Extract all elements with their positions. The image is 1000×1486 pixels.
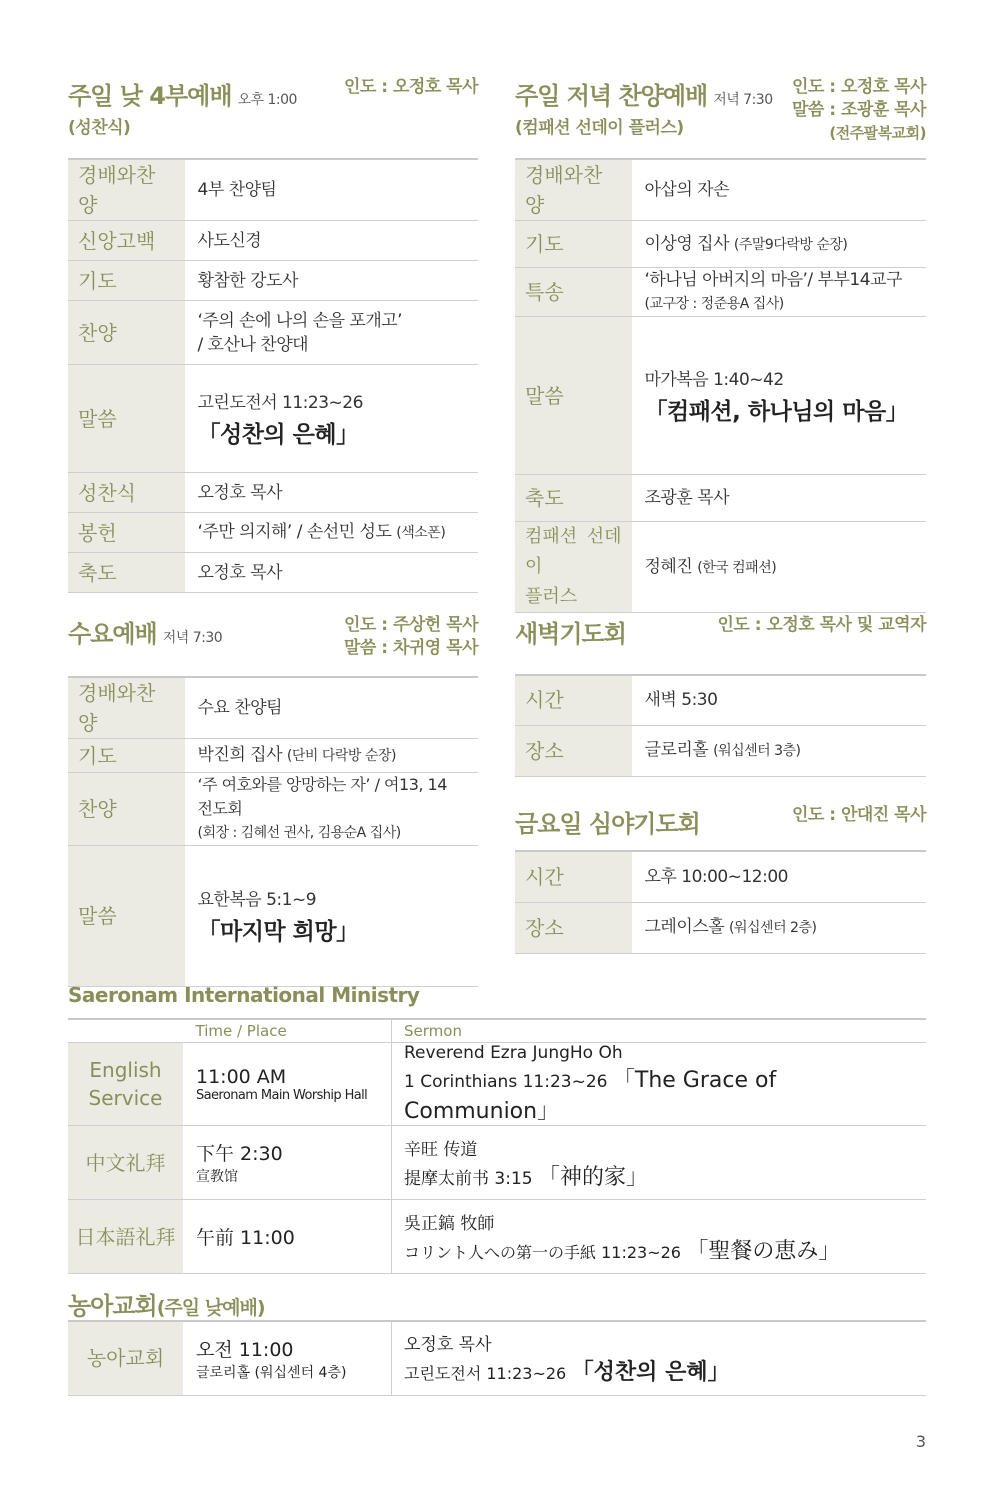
table-row: 시간 오후 10:00~12:00 (515, 851, 926, 902)
table-row: 中文礼拜 下午 2:30 宣教馆 辛旺 传道 提摩太前书 3:15 「神的家」 (68, 1126, 926, 1200)
intl-table (68, 1018, 926, 1274)
table-row: 컴패션 선데이 플러스 정혜진 (한국 컴패션) (515, 522, 926, 613)
sermon-title: 「성찬의 은혜」 (197, 421, 359, 448)
sermon-title: 「마지막 희망」 (197, 919, 359, 945)
evening-leader: 인도 : 오정호 목사 말씀 : 조광훈 목사 (전주팔복교회) (791, 77, 926, 142)
table-row: 찬양 ‘주 여호와를 앙망하는 자’ / 여13, 14 전도회 (회장 : 김혜선 권사, 김용순A 집사) (68, 773, 478, 846)
table-row: 경배와찬양 4부 찬양팀 (68, 159, 478, 221)
table-row: 찬양 ‘주의 손에 나의 손을 포개고’ / 호산나 찬양대 (68, 301, 478, 365)
sunday4-table (68, 158, 478, 593)
dawn-prayer (515, 614, 926, 777)
table-row: English Service 11:00 AM Saeronam Main Worship Hall Reverend Ezra JungHo Oh 1 Corinthians 11:23~26 「The Grace of Communion」 (68, 1043, 926, 1126)
table-row: 장소 글로리홀 (워십센터 3층) (515, 725, 926, 776)
sunday4-title: 주일 낮 4부예배 오후 1:00 (68, 82, 297, 110)
table-row: 기도 박진희 집사 (단비 다락방 순장) (68, 739, 478, 773)
table-row: 경배와찬양 아삽의 자손 (515, 159, 926, 221)
page-number: 3 (915, 1432, 926, 1451)
sunday4-subtitle: (성찬식) (68, 118, 131, 138)
table-header (68, 1019, 926, 1043)
wednesday-service (68, 614, 478, 987)
table-row: 특송 ‘하나님 아버지의 마음’/ 부부14교구 (교구장 : 정준용A 집사) (515, 268, 926, 317)
col-time: Time / Place (184, 1019, 392, 1043)
evening-table (515, 158, 926, 613)
table-row: 봉헌 ‘주만 의지해’ / 손선민 성도 (색소폰) (68, 513, 478, 553)
table-row: 말씀 마가복음 1:40~42 「컴패션, 하나님의 마음」 (515, 317, 926, 475)
wednesday-table (68, 676, 478, 987)
table-row: 축도 오정호 목사 (68, 553, 478, 593)
deaf-table (68, 1320, 926, 1396)
table-row: 신앙고백 사도신경 (68, 221, 478, 261)
wednesday-time: 저녁 7:30 (162, 630, 223, 646)
table-row: 축도 조광훈 목사 (515, 475, 926, 522)
friday-prayer (515, 804, 926, 954)
table-row: 장소 그레이스홀 (워십센터 2층) (515, 902, 926, 953)
sunday4-leader: 인도 : 오정호 목사 (343, 77, 478, 97)
table-row: 농아교회 오전 11:00 글로리홀 (워십센터 4층) 오정호 목사 고린도전서 11:23~26 「성찬의 은혜」 (68, 1321, 926, 1395)
sermon-title: 「컴패션, 하나님의 마음」 (644, 398, 909, 425)
friday-table (515, 850, 926, 954)
table-row: 시간 새벽 5:30 (515, 675, 926, 725)
table-row: 기도 황참한 강도사 (68, 261, 478, 301)
sunday-evening-service (515, 76, 926, 613)
wednesday-title: 수요예배 저녁 7:30 (68, 620, 223, 648)
table-row: 기도 이상영 집사 (주말9다락방 순장) (515, 221, 926, 268)
table-row: 경배와찬양 수요 찬양팀 (68, 677, 478, 739)
friday-leader: 인도 : 안대진 목사 (791, 805, 926, 825)
dawn-title: 새벽기도회 (515, 620, 626, 648)
table-row: 말씀 요한복음 5:1~9 「마지막 희망」 (68, 846, 478, 987)
wednesday-leader: 인도 : 주상헌 목사 말씀 : 차귀영 목사 (343, 615, 478, 658)
deaf-church-title: 농아교회(주일 낮예배) (68, 1292, 265, 1320)
friday-title: 금요일 심야기도회 (515, 810, 700, 838)
dawn-leader: 인도 : 오정호 목사 및 교역자 (717, 615, 926, 635)
intl-title: Saeronam International Ministry (68, 983, 420, 1007)
table-row: 말씀 고린도전서 11:23~26 「성찬의 은혜」 (68, 365, 478, 473)
dawn-table (515, 674, 926, 777)
col-sermon: Sermon (392, 1019, 927, 1043)
evening-time: 저녁 7:30 (713, 92, 773, 108)
table-row: 日本語礼拜 午前 11:00 吳正鎬 牧師 コリント人への第一の手紙 11:23~26 「聖餐の恵み」 (68, 1200, 926, 1274)
sunday-4th-service (68, 76, 478, 593)
table-row: 성찬식 오정호 목사 (68, 473, 478, 513)
sunday4-time: 오후 1:00 (237, 92, 297, 108)
evening-subtitle: (컴패션 선데이 플러스) (515, 118, 684, 138)
evening-title: 주일 저녁 찬양예배 저녁 7:30 (515, 82, 773, 110)
